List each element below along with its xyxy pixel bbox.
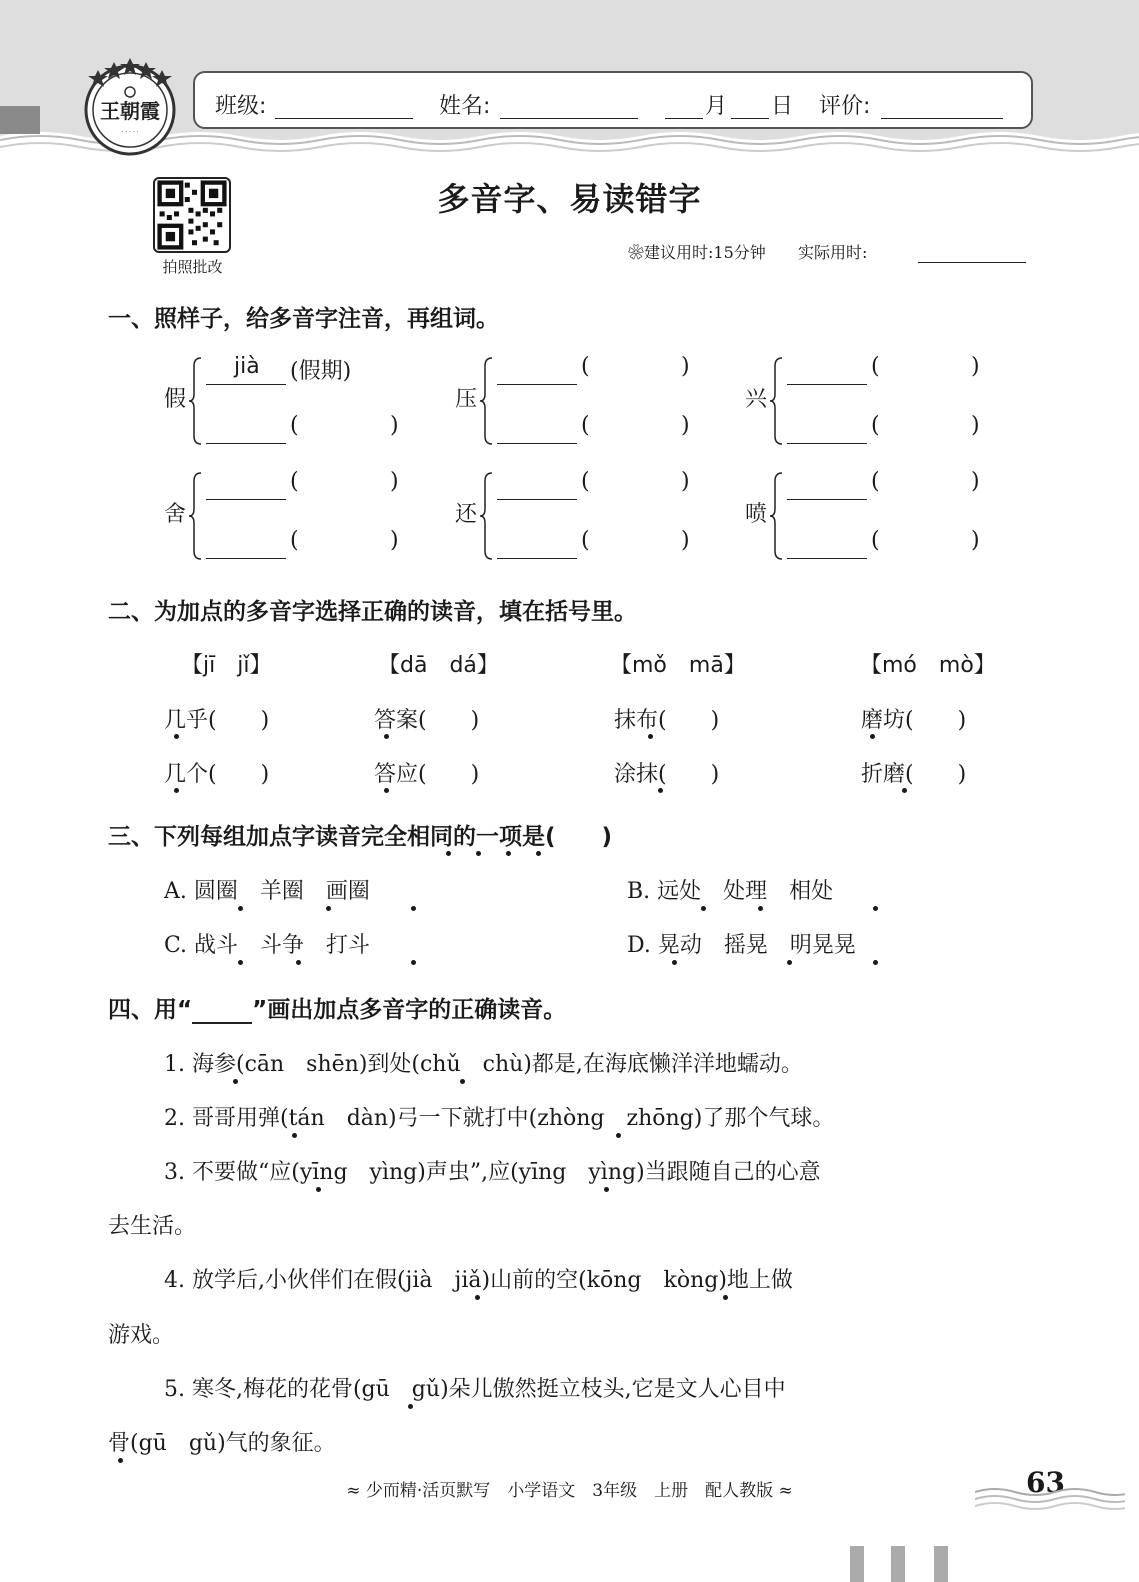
- pinyin-blank[interactable]: [206, 384, 286, 385]
- word-paren-open: (: [290, 469, 299, 494]
- brace-icon: [479, 356, 493, 446]
- name-field[interactable]: [500, 118, 638, 119]
- sentence-4-cont[interactable]: 游戏。: [108, 1323, 175, 1348]
- student-info-box: [193, 71, 1033, 129]
- word-paren-close: ): [390, 413, 399, 438]
- option-group-1: 【jī jǐ】: [181, 653, 272, 678]
- emphasis-dot: [238, 960, 243, 965]
- example-pinyin: jià: [234, 354, 260, 379]
- emphasis-dot: [476, 851, 481, 856]
- pinyin-blank[interactable]: [787, 558, 867, 559]
- word-paren-open: (: [290, 413, 299, 438]
- word-item[interactable]: 磨坊( ): [861, 708, 967, 733]
- emphasis-dot: [174, 734, 179, 739]
- qr-code-icon[interactable]: [153, 177, 231, 253]
- word-paren-close: ): [971, 469, 980, 494]
- emphasis-dot: [870, 734, 875, 739]
- emphasis-dot: [408, 1404, 413, 1409]
- section4-heading-pre: 四、用“: [108, 997, 193, 1023]
- month-field[interactable]: [665, 118, 703, 119]
- word-paren-open: (: [290, 528, 299, 553]
- pinyin-blank[interactable]: [787, 443, 867, 444]
- eval-label: 评价:: [819, 94, 871, 119]
- polyphone-char: 假: [164, 387, 187, 412]
- word-paren-close: ): [971, 413, 980, 438]
- svg-text:· · · · ·: · · · · ·: [121, 129, 139, 136]
- emphasis-dot: [292, 1133, 297, 1138]
- emphasis-dot: [384, 734, 389, 739]
- pinyin-blank[interactable]: [787, 384, 867, 385]
- sentence-3[interactable]: 3. 不要做“应(yīng yìng)声虫”,应(yīng yìng)当跟随自己的心意: [164, 1160, 821, 1185]
- word-paren-open: (: [581, 354, 590, 379]
- pinyin-blank[interactable]: [206, 558, 286, 559]
- section4-heading: [108, 991, 566, 1024]
- day-field[interactable]: [731, 118, 769, 119]
- polyphone-char: 还: [455, 502, 478, 527]
- emphasis-dot: [902, 788, 907, 793]
- word-paren-open: (: [581, 469, 590, 494]
- word-paren-close: ): [681, 413, 690, 438]
- emphasis-dot: [536, 851, 541, 856]
- sentence-4[interactable]: 4. 放学后,小伙伴们在假(jià jiǎ)山前的空(kōng kòng)地上做: [164, 1268, 793, 1293]
- word-paren-open: (: [871, 354, 880, 379]
- brace-icon: [479, 471, 493, 561]
- sentence-5-cont[interactable]: 骨(gū gǔ)气的象征。: [108, 1431, 336, 1456]
- emphasis-dot: [233, 1079, 238, 1084]
- emphasis-dot: [326, 906, 331, 911]
- word-paren-close: ): [390, 469, 399, 494]
- emphasis-dot: [460, 1079, 465, 1084]
- eval-field[interactable]: [881, 118, 1003, 119]
- emphasis-dot: [648, 734, 653, 739]
- choice-c[interactable]: C. 战斗 斗争 打斗: [164, 933, 371, 958]
- emphasis-dot: [174, 788, 179, 793]
- word-paren-close: ): [971, 528, 980, 553]
- word-paren-close: ): [681, 354, 690, 379]
- word-paren-close: ): [681, 469, 690, 494]
- emphasis-dot: [604, 1187, 609, 1192]
- sentence-3-cont[interactable]: 去生活。: [108, 1214, 197, 1239]
- emphasis-dot: [873, 906, 878, 911]
- qr-label: 拍照批改: [162, 258, 223, 276]
- choice-b[interactable]: B. 远处 处理 相处: [627, 879, 834, 904]
- choice-d[interactable]: D. 晃动 摇晃 明晃晃: [627, 933, 856, 958]
- word-paren-open: (: [581, 528, 590, 553]
- edge-mark: [850, 1546, 864, 1582]
- emphasis-dot: [384, 788, 389, 793]
- day-label: 日: [771, 94, 794, 119]
- page-number: 63: [1026, 1466, 1065, 1499]
- section3-heading: 三、下列每组加点字读音完全相同的一项是( ): [108, 824, 613, 850]
- pinyin-blank[interactable]: [497, 384, 577, 385]
- emphasis-dot: [411, 960, 416, 965]
- sentence-1[interactable]: 1. 海参(cān shēn)到处(chǔ chù)都是,在海底懒洋洋地蠕动。: [164, 1052, 803, 1077]
- edge-mark: [934, 1546, 948, 1582]
- pinyin-blank[interactable]: [497, 558, 577, 559]
- underline-sample: [192, 1000, 252, 1024]
- pinyin-blank[interactable]: [787, 499, 867, 500]
- word-item[interactable]: 几乎( ): [164, 708, 270, 733]
- name-label: 姓名:: [439, 94, 491, 119]
- footer-text: ≈ 少而精·活页默写 小学语文 3年级 上册 配人教版 ≈: [346, 1481, 793, 1501]
- word-item[interactable]: 抹布( ): [614, 708, 720, 733]
- emphasis-dot: [118, 1458, 123, 1463]
- actual-time-field[interactable]: [918, 262, 1026, 263]
- emphasis-dot: [506, 851, 511, 856]
- brace-icon: [769, 356, 783, 446]
- word-paren-close: ): [681, 528, 690, 553]
- polyphone-char: 兴: [745, 387, 768, 412]
- emphasis-dot: [296, 960, 301, 965]
- class-label: 班级:: [215, 94, 267, 119]
- logo-text: 王朝霞: [100, 99, 160, 123]
- word-item[interactable]: 答应( ): [374, 762, 480, 787]
- word-paren-open: (: [871, 469, 880, 494]
- word-item[interactable]: 答案( ): [374, 708, 480, 733]
- section1-heading: 一、照样子，给多音字注音，再组词。: [108, 306, 499, 332]
- word-paren-close: ): [390, 528, 399, 553]
- pinyin-blank[interactable]: [497, 443, 577, 444]
- word-item[interactable]: 几个( ): [164, 762, 270, 787]
- page-title: 多音字、易读错字: [437, 180, 702, 218]
- side-tab: [0, 106, 40, 134]
- option-group-2: 【dā dá】: [378, 653, 499, 678]
- polyphone-char: 喷: [745, 502, 768, 527]
- month-label: 月: [705, 94, 728, 119]
- time-row: [628, 240, 867, 263]
- emphasis-dot: [873, 960, 878, 965]
- word-item[interactable]: 折磨( ): [861, 762, 967, 787]
- pinyin-blank[interactable]: [206, 443, 286, 444]
- emphasis-dot: [672, 960, 677, 965]
- option-group-3: 【mǒ mā】: [610, 653, 746, 678]
- pinyin-blank[interactable]: [497, 499, 577, 500]
- footer-wave-lines: [975, 1486, 1125, 1510]
- section4-heading-post: ”画出加点多音字的正确读音。: [252, 997, 567, 1023]
- brace-icon: [769, 471, 783, 561]
- class-field[interactable]: [275, 118, 413, 119]
- word-paren-close: ): [971, 354, 980, 379]
- emphasis-dot: [446, 851, 451, 856]
- brace-icon: [188, 356, 202, 446]
- polyphone-char: 舍: [164, 502, 187, 527]
- actual-time-label: 实际用时:: [797, 243, 868, 262]
- emphasis-dot: [411, 906, 416, 911]
- emphasis-dot: [616, 1133, 621, 1138]
- sentence-5[interactable]: 5. 寒冬,梅花的花骨(gū gǔ)朵儿傲然挺立枝头,它是文人心目中: [164, 1377, 786, 1402]
- emphasis-dot: [758, 906, 763, 911]
- choice-a[interactable]: A. 圆圈 羊圈 画圈: [164, 879, 370, 904]
- suggested-time: ❀建议用时:15分钟: [628, 243, 766, 262]
- sentence-2[interactable]: 2. 哥哥用弹(tán dàn)弓一下就打中(zhòng zhōng)了那个气球。: [164, 1106, 835, 1131]
- section2-heading: 二、为加点的多音字选择正确的读音，填在括号里。: [108, 599, 637, 625]
- emphasis-dot: [658, 788, 663, 793]
- brace-icon: [188, 471, 202, 561]
- emphasis-dot: [787, 960, 792, 965]
- edge-mark: [891, 1546, 905, 1582]
- pinyin-blank[interactable]: [206, 499, 286, 500]
- option-group-4: 【mó mò】: [860, 653, 996, 678]
- word-paren-open: (: [581, 413, 590, 438]
- example-word: (假期): [290, 359, 352, 384]
- emphasis-dot: [316, 1187, 321, 1192]
- emphasis-dot: [723, 1295, 728, 1300]
- word-paren-open: (: [871, 528, 880, 553]
- emphasis-dot: [701, 906, 706, 911]
- emphasis-dot: [475, 1295, 480, 1300]
- emphasis-dot: [238, 906, 243, 911]
- word-paren-open: (: [871, 413, 880, 438]
- polyphone-char: 压: [455, 387, 478, 412]
- brand-logo: [80, 56, 180, 158]
- word-item[interactable]: 涂抹( ): [614, 762, 720, 787]
